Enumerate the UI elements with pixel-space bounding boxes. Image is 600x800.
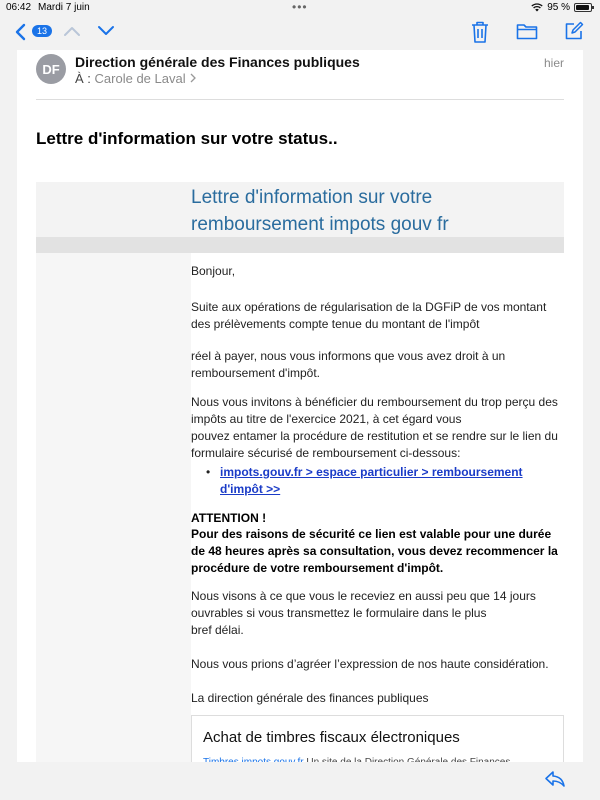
refund-link-line[interactable]: impots.gouv.fr > espace particulier > remboursement [220, 465, 523, 479]
status-bar [0, 0, 600, 16]
paragraph-4 [191, 588, 563, 639]
paragraph-2 [191, 348, 563, 382]
text-line: de 48 heures après sa consultation, vous devez recommencer la [191, 544, 558, 558]
text-line: impôts au titre de l'exercice 2021, à cet égard vous [191, 412, 462, 426]
paragraph-3 [191, 394, 563, 462]
text-line: ouvrables si vous transmettez le formulaire dans le plus [191, 606, 487, 620]
text-line: Pour des raisons de sécurité ce lien est valable pour une durée [191, 527, 552, 541]
greeting: Bonjour, [191, 264, 236, 278]
unread-count-badge[interactable]: 13 [32, 25, 52, 37]
multitasking-dots-icon[interactable]: ••• [292, 0, 308, 14]
refund-link[interactable] [220, 464, 560, 498]
back-chevron-icon[interactable] [12, 22, 30, 42]
stamps-box-title: Achat de timbres fiscaux électroniques [203, 729, 460, 746]
status-date: Mardi 7 juin [38, 2, 90, 13]
letter-header [36, 182, 564, 237]
warning-text [191, 526, 563, 577]
bottom-toolbar [0, 762, 600, 800]
mail-view [17, 50, 583, 762]
letter-title-line: remboursement impots gouv fr [191, 214, 449, 235]
letter-title [191, 184, 551, 238]
wifi-icon [531, 3, 543, 12]
letter-body [36, 182, 564, 772]
closing: Nous vous prions d’agréer l’expression de nos haute considération. [191, 657, 549, 671]
letter-side-column [36, 253, 191, 773]
next-message-icon[interactable] [96, 24, 116, 38]
recipient-name[interactable]: Carole de Laval [94, 71, 186, 86]
header-divider [36, 99, 564, 100]
text-line: réel à payer, nous vous informons que vous avez droit à un [191, 349, 506, 363]
mail-toolbar [0, 16, 600, 50]
paragraph-1 [191, 299, 563, 333]
status-right [531, 2, 592, 13]
text-line: Nous visons à ce que vous le receviez en aussi peu que 14 jours [191, 589, 536, 603]
text-line: procédure de votre remboursement d'impôt. [191, 561, 444, 575]
text-line: Suite aux opérations de régularisation de la DGFiP de vos montant [191, 300, 547, 314]
sender-name[interactable]: Direction générale des Finances publiques [75, 54, 360, 70]
text-line: remboursement d'impôt. [191, 366, 321, 380]
chevron-right-icon[interactable] [189, 73, 197, 83]
text-line: des prélèvements compte tenue du montant de l'impôt [191, 317, 480, 331]
text-line: Nous vous invitons à bénéficier du remboursement du trop perçu des [191, 395, 558, 409]
recipient-line [75, 71, 197, 86]
sender-avatar[interactable]: DF [36, 54, 66, 84]
text-line: pouvez entamer la procédure de restitution et se rendre sur le lien du [191, 429, 558, 443]
trash-icon[interactable] [470, 20, 490, 44]
received-date: hier [543, 56, 564, 70]
mail-subject: Lettre d'information sur votre status.. [36, 129, 338, 148]
letter-title-line: Lettre d'information sur votre [191, 187, 433, 208]
to-label: À : [75, 71, 91, 86]
refund-link-line[interactable]: d'impôt >> [220, 482, 281, 496]
header-band [36, 237, 564, 253]
attention-heading: ATTENTION ! [191, 511, 267, 525]
status-time: 06:42 [6, 2, 32, 13]
bullet: • [206, 465, 211, 479]
text-line: bref délai. [191, 623, 244, 637]
signature: La direction générale des finances publiques [191, 691, 429, 705]
battery-icon [574, 3, 592, 12]
battery-percent: 95 % [547, 2, 570, 13]
previous-message-icon[interactable] [62, 24, 82, 38]
folder-icon[interactable] [516, 22, 538, 40]
reply-icon[interactable] [544, 770, 566, 788]
compose-icon[interactable] [564, 21, 584, 41]
text-line: formulaire sécurisé de remboursement ci-dessous: [191, 446, 461, 460]
